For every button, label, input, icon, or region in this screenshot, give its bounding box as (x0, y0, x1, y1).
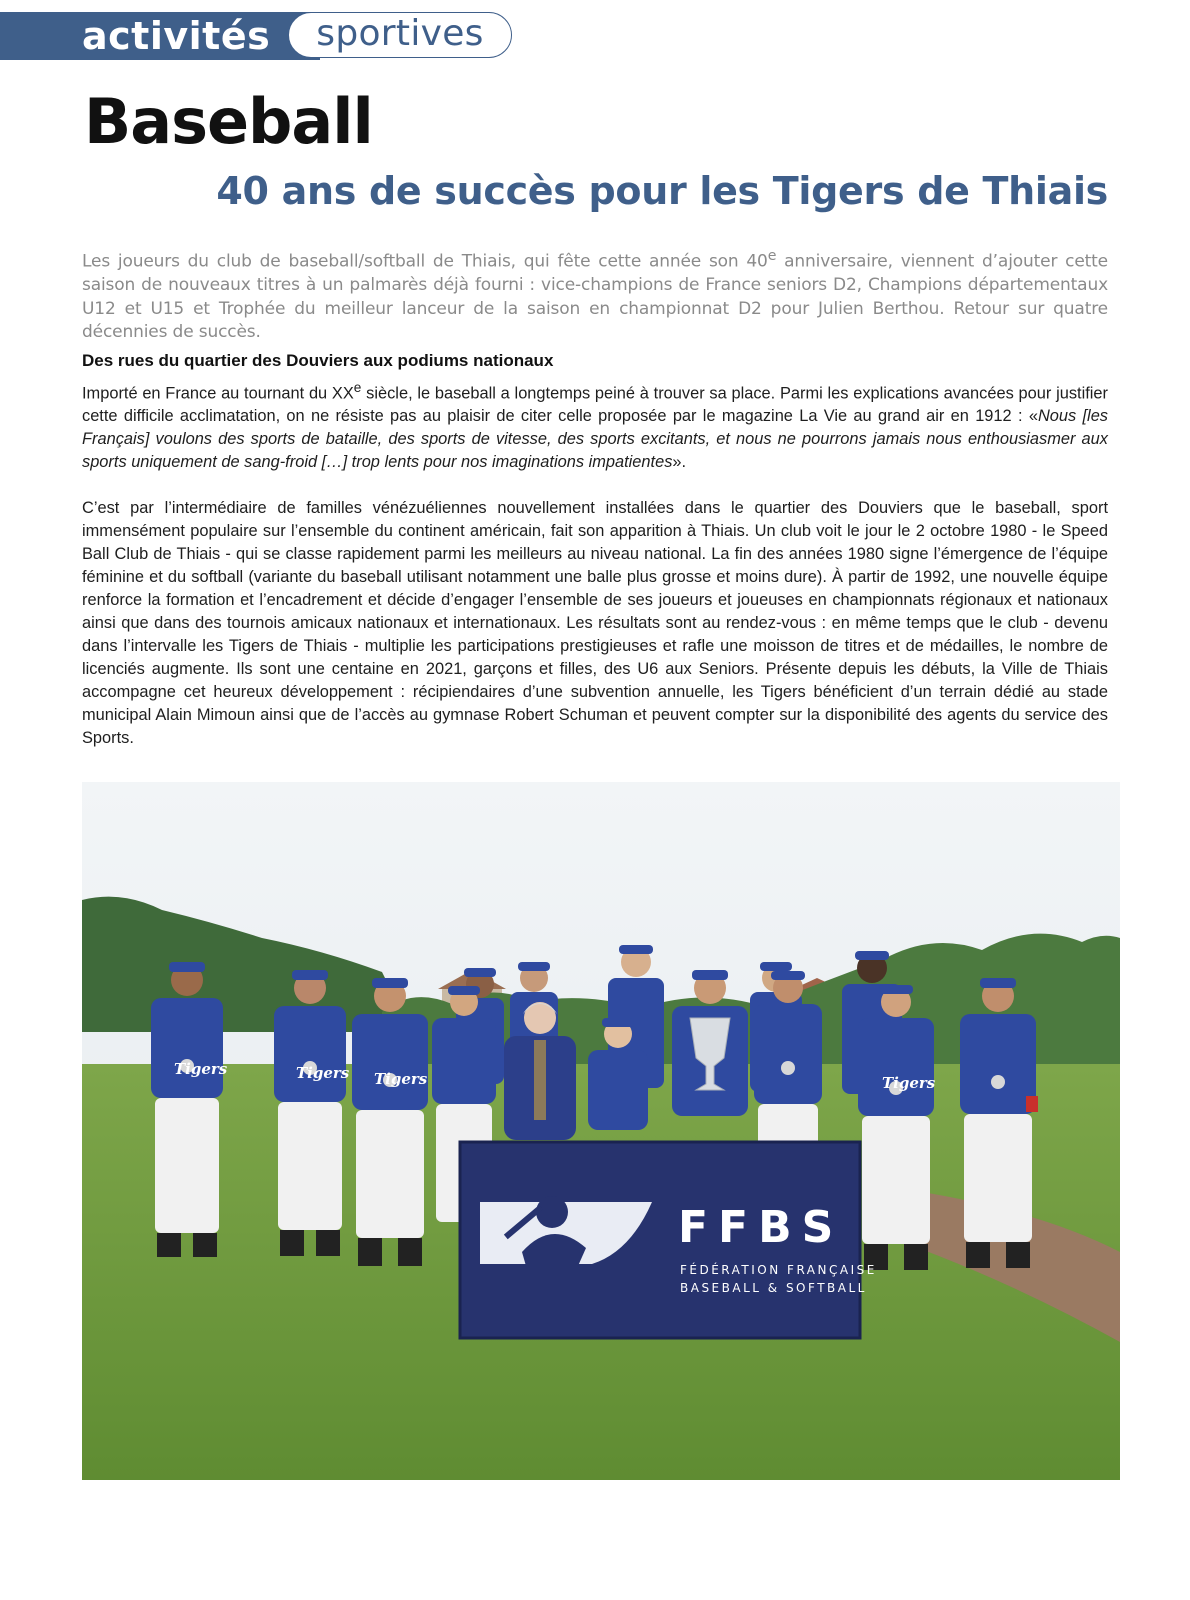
ffbs-banner (460, 1142, 877, 1338)
paragraph-2: C’est par l’intermédiaire de familles vénézuéliennes nouvellement installées dans le quartier des Douviers que le baseball, sport immensément populaire sur l’ensemble du continent américain, fait son apparition à Thiais. Un club voit le jour le 2 octobre 1980 - le Speed Ball Club de Thiais - qui se classe rapidement parmi les meilleurs au niveau national. La fin des années 1980 signe l’émergence de l’équipe féminine et du softball (variante du baseball utilisant notamment une balle plus grosse et moins dure). À partir de 1992, une nouvelle équipe renforce la formation et l’encadrement et décide d’engager l’ensemble de ses joueurs et joueuses en championnats régionaux et nationaux ainsi que dans des tournois amicaux nationaux et internationaux. Les résultats sont au rendez-vous : en même temps que le club - devenu dans l’intervalle les Tigers de Thiais - multiplie les participations prestigieuses et rafle une moisson de titres et de médailles, le nombre de licenciés augmente. Ils sont une centaine en 2021, garçons et filles, des U6 aux Seniors. Présente depuis les débuts, la Ville de Thiais accompagne cet heureux développement : récipiendaires d’une subvention annuelle, les Tigers bénéficient d’un terrain dédié au stade municipal Alain Mimoun ainsi que de l’accès au gymnase Robert Schuman et peuvent compter sur la disponibilité des agents du service des Sports. (82, 499, 1108, 748)
banner-line-1: FÉDÉRATION FRANÇAISE (680, 1263, 877, 1277)
article-subtitle: 40 ans de succès pour les Tigers de Thiais (216, 169, 1108, 213)
banner-acronym: FFBS (678, 1202, 844, 1253)
section-name-bold: activités (82, 14, 271, 58)
quote-close: ». (672, 453, 687, 472)
intro-text-start: Les joueurs du club de baseball/softball de Thiais, qui fête cette année son 40 (82, 251, 768, 272)
intro-text-end: anniversaire, viennent d’ajouter cette saison de nouveaux titres à un palmarès déjà fourni : vice-champions de France seniors D2, Champions départementaux U12 et U15 et Trophée du meilleur lanceur de la saison en championnat D2 pour Julien Berthou. Retour sur quatre décennies de succès. (82, 251, 1108, 343)
quote-text: Nous [les Français] voulons des sports de bataille, des sports de vitesse, des sports excitants, et nous ne pourrons jamais nous enthousiasmer aux sports uniquement de sang-froid […] trop lents pour nos imaginations impatientes (82, 407, 1109, 472)
article-intro (82, 245, 1108, 345)
intro-superscript: e (767, 248, 777, 264)
team-photo (82, 782, 1120, 1480)
section-name-light: sportives (316, 13, 484, 54)
paragraph-1 (82, 376, 1108, 474)
p1-superscript: e (353, 380, 362, 395)
article-body (82, 376, 1108, 750)
section-heading: Des rues du quartier des Douviers aux podiums nationaux (82, 351, 554, 370)
p1-text-start: Importé en France au tournant du XX (82, 384, 354, 403)
article-title: Baseball (84, 85, 373, 158)
banner-line-2: BASEBALL & SOFTBALL (680, 1281, 867, 1295)
section-name-pill (288, 12, 512, 58)
jersey-label: Tigers (296, 1064, 350, 1082)
jersey-label: Tigers (882, 1074, 936, 1092)
p1-text-middle: siècle, le baseball a longtemps peiné à trouver sa place. Parmi les explications avancées pour justifier cette difficile acclimatation, on ne résiste pas au plaisir de citer celle proposée par le magazine La Vie au grand air en 1912 : (82, 384, 1109, 426)
jersey-label: Tigers (374, 1070, 428, 1088)
quote-open: « (1028, 407, 1038, 426)
jersey-label: Tigers (174, 1060, 228, 1078)
